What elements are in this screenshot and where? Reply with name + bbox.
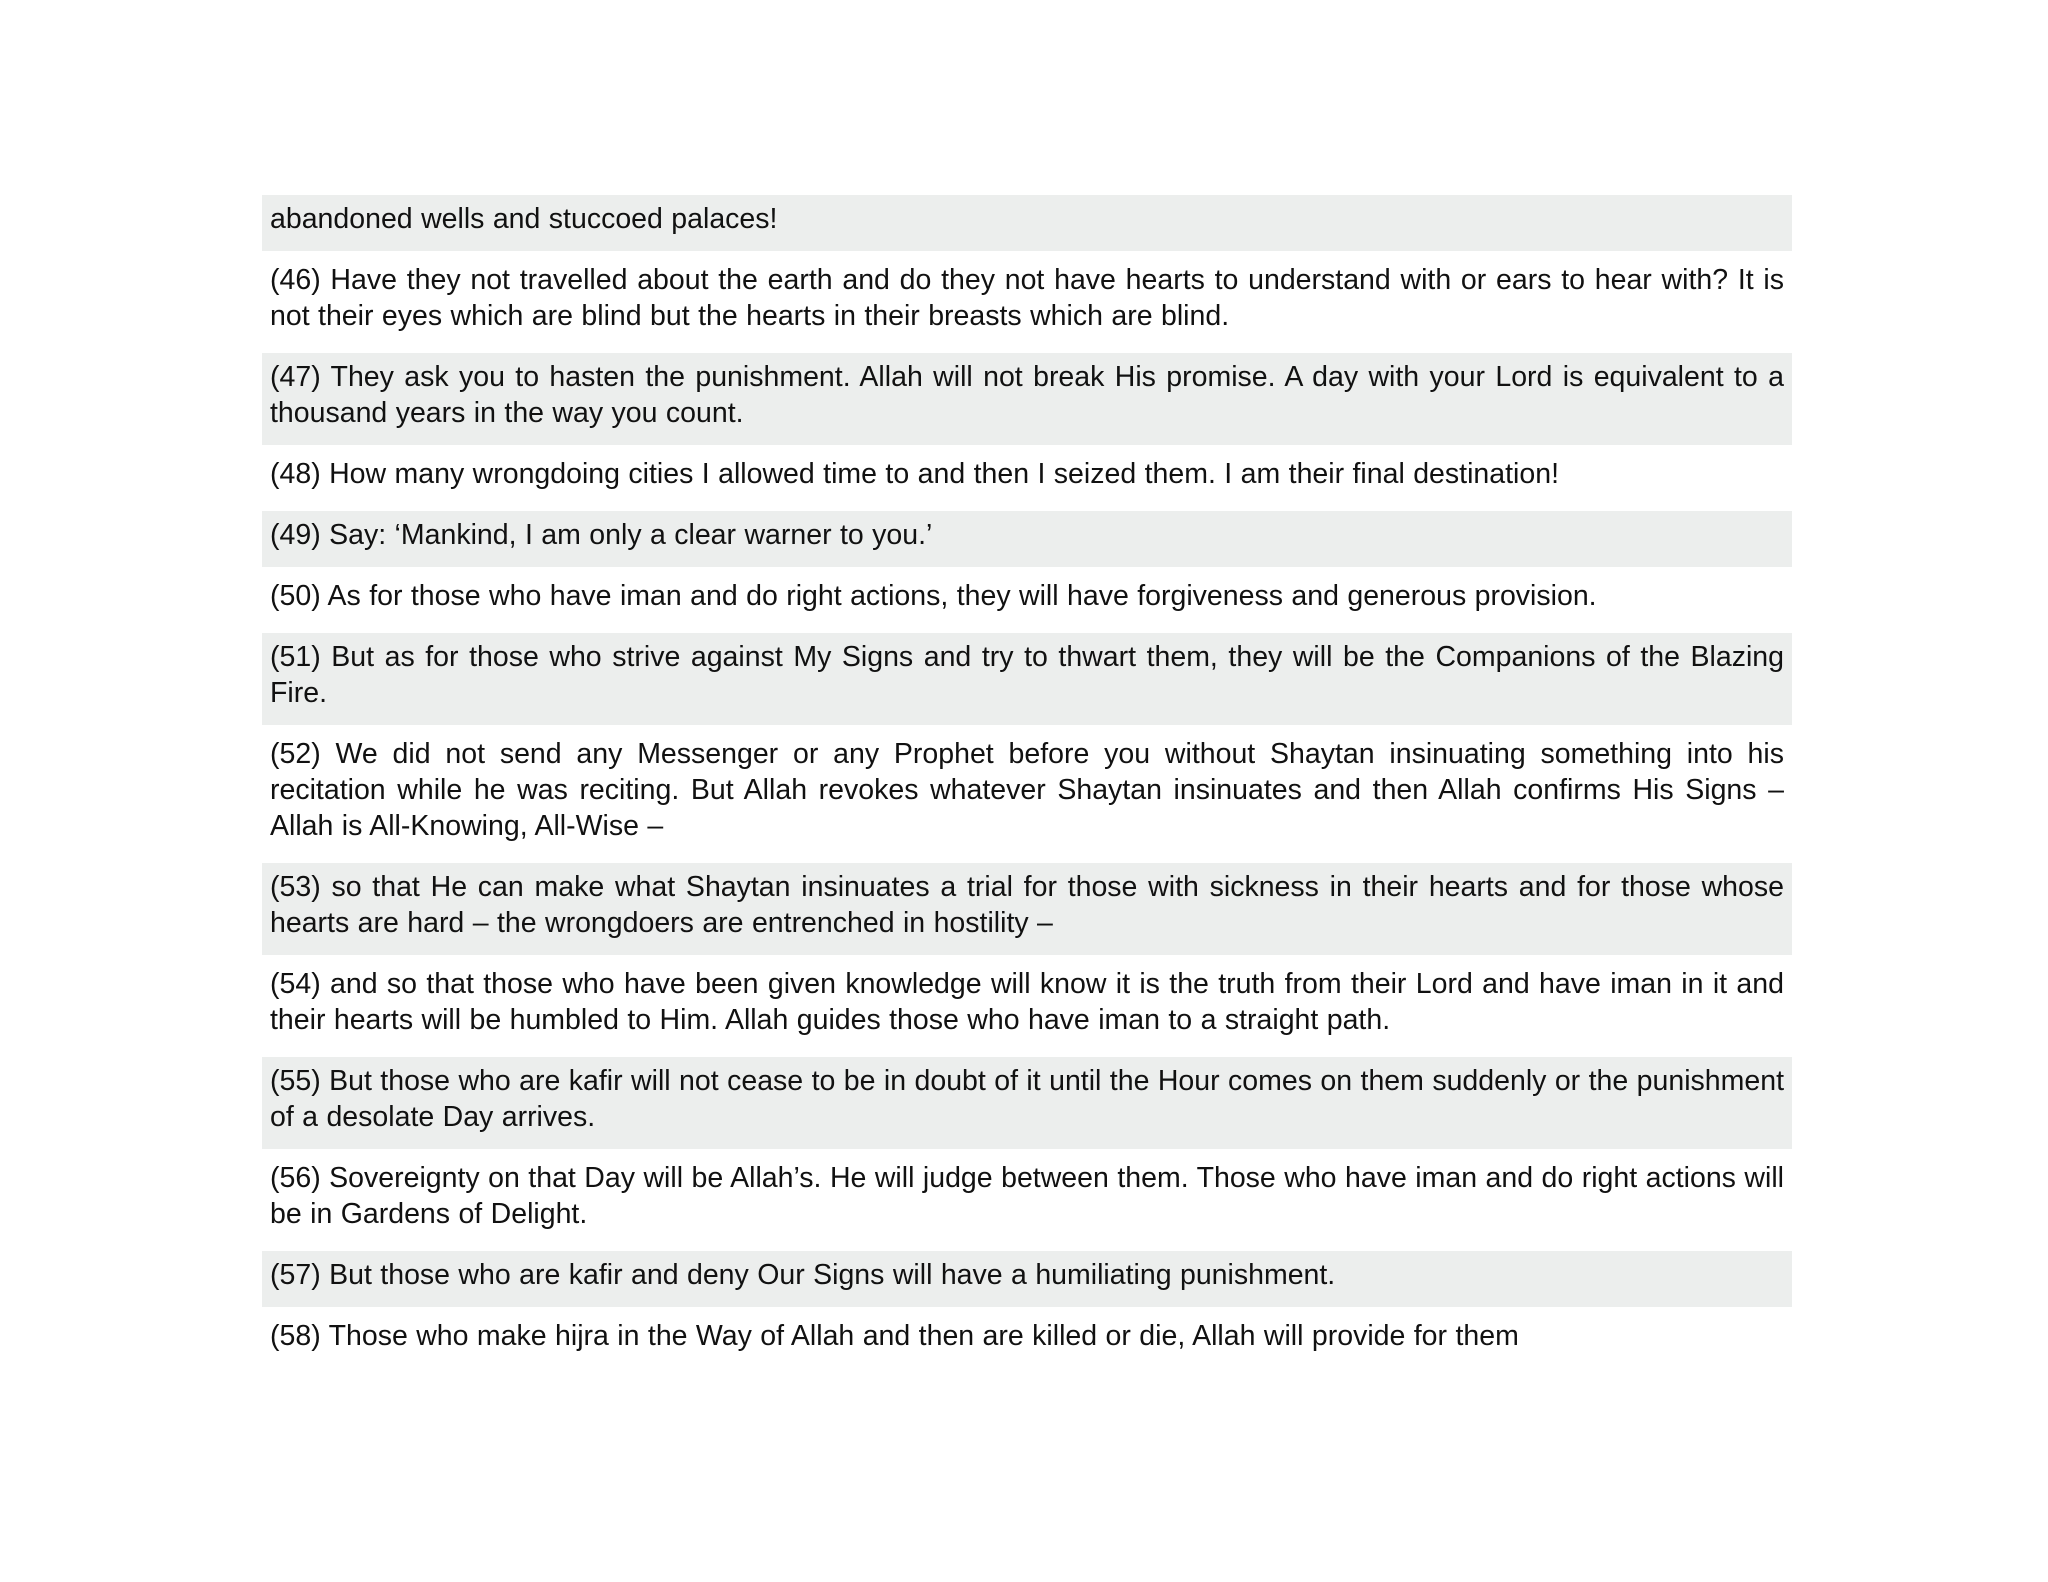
verse-58: (58) Those who make hijra in the Way of Allah and then are killed or die, Allah will provide for them: [262, 1312, 1792, 1353]
verse-47: (47) They ask you to hasten the punishment. Allah will not break His promise. A day with your Lord is equivalent to a thousand years in the way you count.: [262, 353, 1792, 445]
document-page: [262, 195, 1792, 1353]
verse-50: (50) As for those who have iman and do right actions, they will have forgiveness and generous provision.: [262, 572, 1792, 628]
verse-51: (51) But as for those who strive against My Signs and try to thwart them, they will be the Companions of the Blazing Fire.: [262, 633, 1792, 725]
verse-53: (53) so that He can make what Shaytan insinuates a trial for those with sickness in their hearts and for those whose hearts are hard – the wrongdoers are entrenched in hostility –: [262, 863, 1792, 955]
verse-52: (52) We did not send any Messenger or any Prophet before you without Shaytan insinuating something into his recitation while he was reciting. But Allah revokes whatever Shaytan insinuates and then Allah confirms His Signs – Allah is All-Knowing, All-Wise –: [262, 730, 1792, 858]
verse-46: (46) Have they not travelled about the earth and do they not have hearts to understand with or ears to hear with? It is not their eyes which are blind but the hearts in their breasts which are blind.: [262, 256, 1792, 348]
verse-55: (55) But those who are kafir will not cease to be in doubt of it until the Hour comes on them suddenly or the punishment of a desolate Day arrives.: [262, 1057, 1792, 1149]
verse-48: (48) How many wrongdoing cities I allowed time to and then I seized them. I am their final destination!: [262, 450, 1792, 506]
verse-54: (54) and so that those who have been given knowledge will know it is the truth from their Lord and have iman in it and their hearts will be humbled to Him. Allah guides those who have iman to a straight path.: [262, 960, 1792, 1052]
verse-56: (56) Sovereignty on that Day will be Allah’s. He will judge between them. Those who have iman and do right actions will be in Gardens of Delight.: [262, 1154, 1792, 1246]
verse-57: (57) But those who are kafir and deny Our Signs will have a humiliating punishment.: [262, 1251, 1792, 1307]
verse-49: (49) Say: ‘Mankind, I am only a clear warner to you.’: [262, 511, 1792, 567]
verse-continuation: abandoned wells and stuccoed palaces!: [262, 195, 1792, 251]
